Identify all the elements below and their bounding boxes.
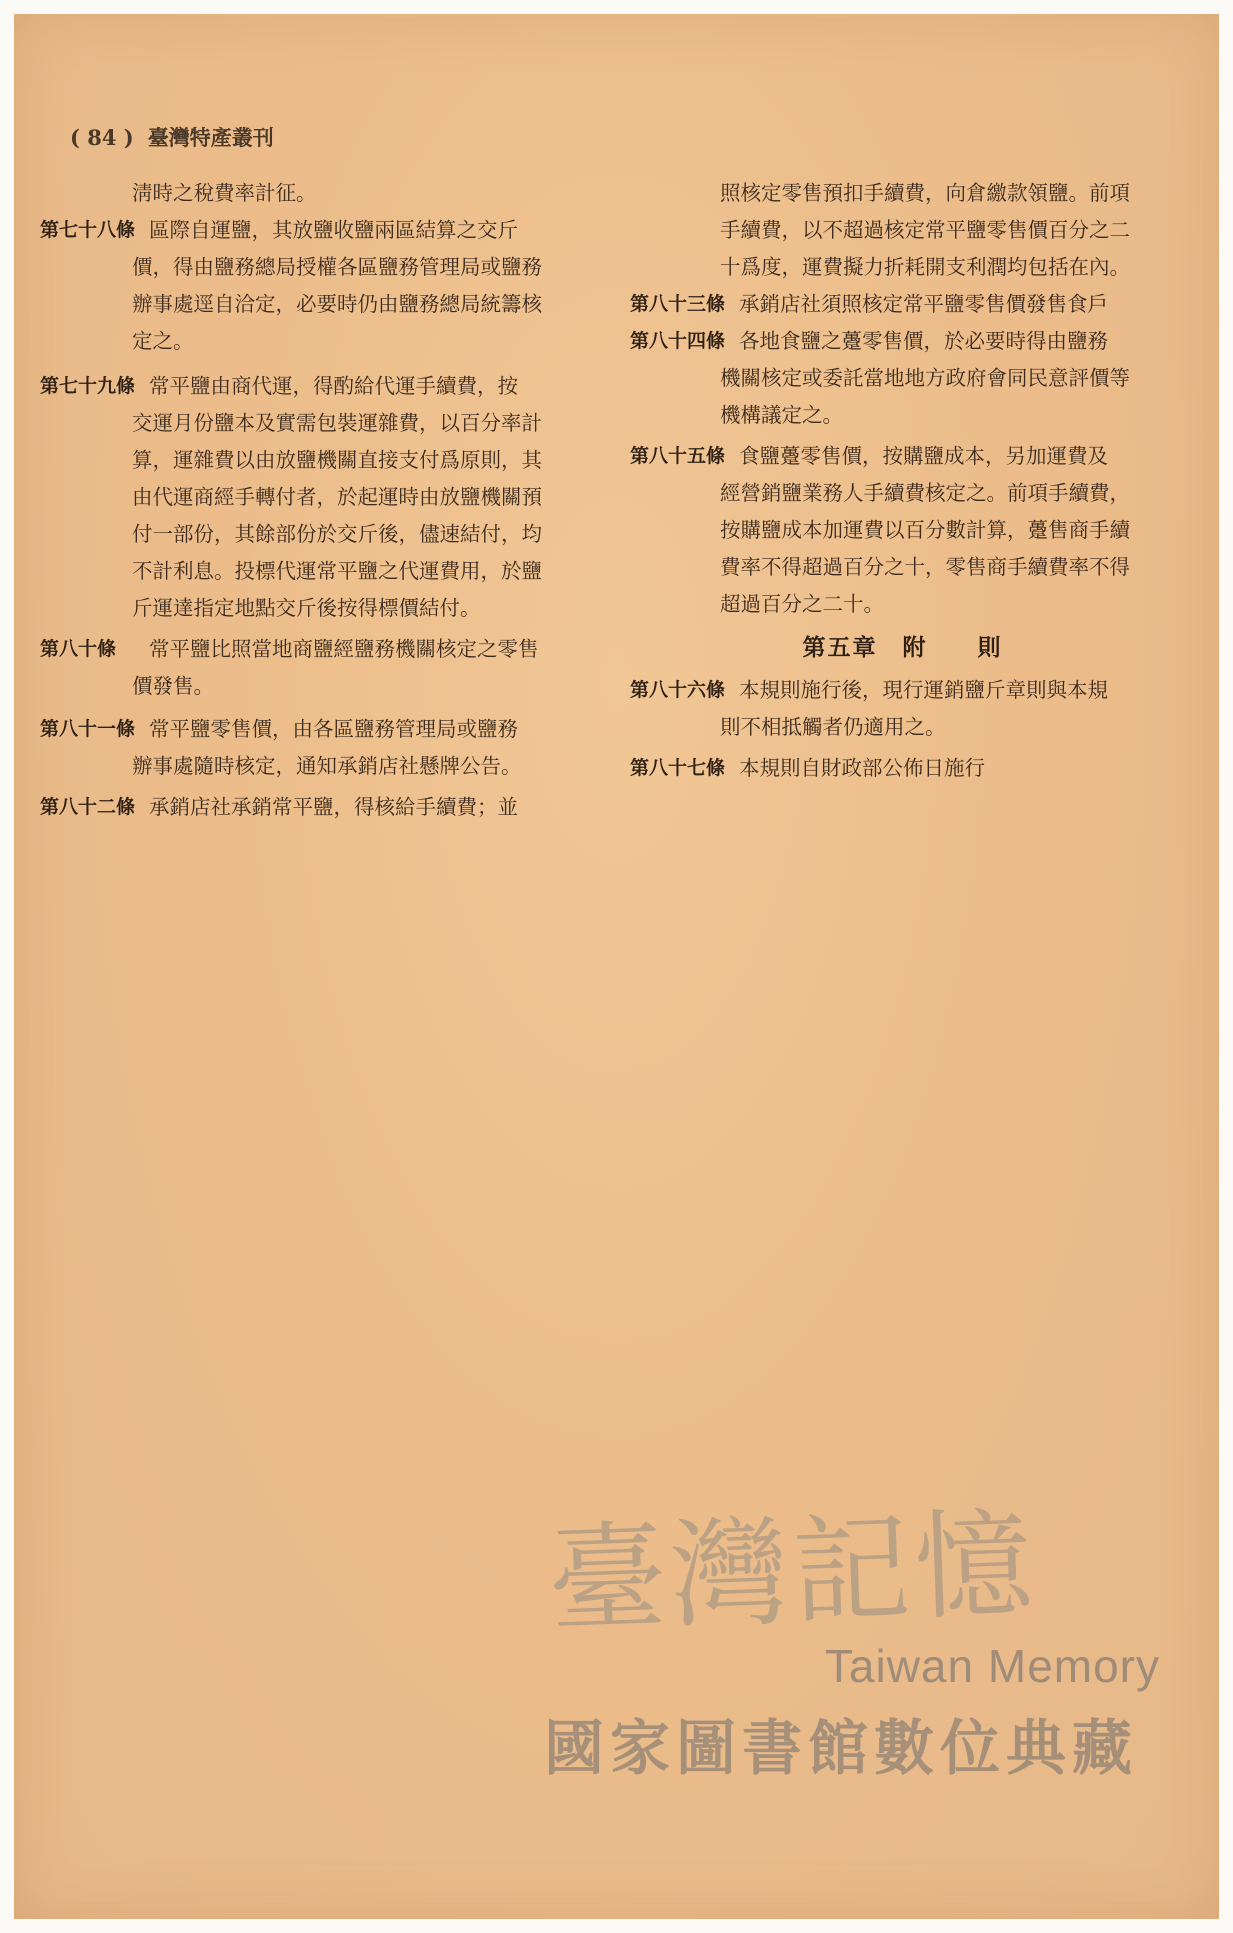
text-line: 本規則施行後，現行運銷鹽斤章則與本規 [739, 678, 1108, 702]
article-number: 第八十條 [40, 638, 117, 660]
text-line: 常平鹽零售價，由各區鹽務管理局或鹽務 [149, 717, 518, 741]
article-text [725, 323, 1175, 360]
text-line: 手續費，以不超過核定常平鹽零售價百分之二 [720, 218, 1130, 242]
article-number: 第八十二條 [40, 796, 136, 818]
text-line: 由代運商經手轉付者，於起運時由放鹽機關預 [132, 485, 542, 509]
text-line: 十爲度，運費擬力折耗開支利潤均包括在內。 [720, 255, 1130, 279]
watermark [534, 1469, 1174, 1789]
text-line: 費率不得超過百分之十，零售商手續費率不得 [720, 555, 1130, 579]
article-text [135, 631, 575, 668]
article-number: 第七十八條 [40, 219, 136, 241]
article-82 [40, 789, 575, 826]
scanned-page [14, 14, 1219, 1919]
text-line: 經營銷鹽業務人手續費核定之。前項手續費， [720, 481, 1130, 505]
article-text [725, 672, 1175, 709]
article-text [135, 789, 575, 826]
right-column [630, 175, 1175, 787]
article-87 [630, 750, 1175, 787]
watermark-latin: Taiwan Memory [824, 1640, 1160, 1692]
article-80 [40, 631, 575, 668]
text-line: 承銷店社承銷常平鹽，得核給手續費；並 [149, 795, 518, 819]
text-line: 價發售。 [132, 674, 214, 698]
left-column [40, 175, 575, 826]
article-number: 第八十五條 [630, 445, 726, 467]
article-text [135, 368, 575, 405]
article-85 [630, 438, 1175, 475]
text-line: 機構議定之。 [720, 403, 843, 427]
text-line: 斤運達指定地點交斤後按得標價結付。 [132, 596, 481, 620]
text-line: 區際自運鹽，其放鹽收鹽兩區結算之交斤 [149, 218, 518, 242]
text-line: 辦事處隨時核定，通知承銷店社懸牌公告。 [132, 754, 522, 778]
article-84 [630, 323, 1175, 360]
text-line: 價，得由鹽務總局授權各區鹽務管理局或鹽務 [132, 255, 542, 279]
article-text [725, 438, 1175, 475]
text-line: 承銷店社須照核定常平鹽零售價發售食戶 [739, 292, 1108, 316]
article-text [135, 212, 575, 249]
article-78 [40, 212, 575, 249]
watermark-library: 國家圖書館數位典藏 [544, 1714, 1138, 1784]
text-line: 常平鹽由商代運，得酌給代運手續費，按 [149, 374, 518, 398]
continuation-line: 淸時之稅費率計征。 [132, 181, 317, 205]
text-line: 機關核定或委託當地地方政府會同民意評價等 [720, 366, 1130, 390]
text-line: 不計利息。投標代運常平鹽之代運費用，於鹽 [132, 559, 542, 583]
article-text [725, 286, 1175, 323]
text-line: 常平鹽比照當地商鹽經鹽務機關核定之零售 [149, 637, 539, 661]
article-81 [40, 711, 575, 748]
text-line: 超過百分之二十。 [720, 592, 884, 616]
article-79 [40, 368, 575, 405]
text-line: 各地食鹽之躉零售價，於必要時得由鹽務 [739, 329, 1108, 353]
text-line: 辦事處逕自洽定，必要時仍由鹽務總局統籌核 [132, 292, 542, 316]
article-86 [630, 672, 1175, 709]
text-line: 付一部份，其餘部份於交斤後，儘速結付，均 [132, 522, 542, 546]
article-number: 第八十一條 [40, 718, 136, 740]
text-line: 交運月份鹽本及實需包裝運雜費，以百分率計 [132, 411, 542, 435]
article-number: 第八十六條 [630, 679, 726, 701]
article-text [135, 711, 575, 748]
page-number: ( 84 ) [70, 124, 134, 150]
text-line: 照核定零售預扣手續費，向倉繳款領鹽。前項 [720, 181, 1130, 205]
article-number: 第八十三條 [630, 293, 726, 315]
journal-title: 臺灣特產叢刊 [147, 125, 274, 150]
article-text [725, 750, 1175, 787]
chapter-heading: 第五章 附 則 [802, 634, 1003, 661]
page-header [70, 120, 274, 154]
watermark-calligraphy: 臺灣記憶 [546, 1494, 1039, 1650]
article-83 [630, 286, 1175, 323]
text-line: 定之。 [132, 329, 194, 353]
text-line: 本規則自財政部公佈日施行 [739, 756, 985, 780]
article-number: 第七十九條 [40, 375, 136, 397]
text-line: 按購鹽成本加運費以百分數計算，躉售商手續 [720, 518, 1130, 542]
text-line: 食鹽躉零售價，按購鹽成本，另加運費及 [739, 444, 1108, 468]
text-line: 算，運雜費以由放鹽機關直接支付爲原則，其 [132, 448, 542, 472]
text-line: 則不相抵觸者仍適用之。 [720, 715, 946, 739]
article-number: 第八十七條 [630, 757, 726, 779]
article-number: 第八十四條 [630, 330, 726, 352]
